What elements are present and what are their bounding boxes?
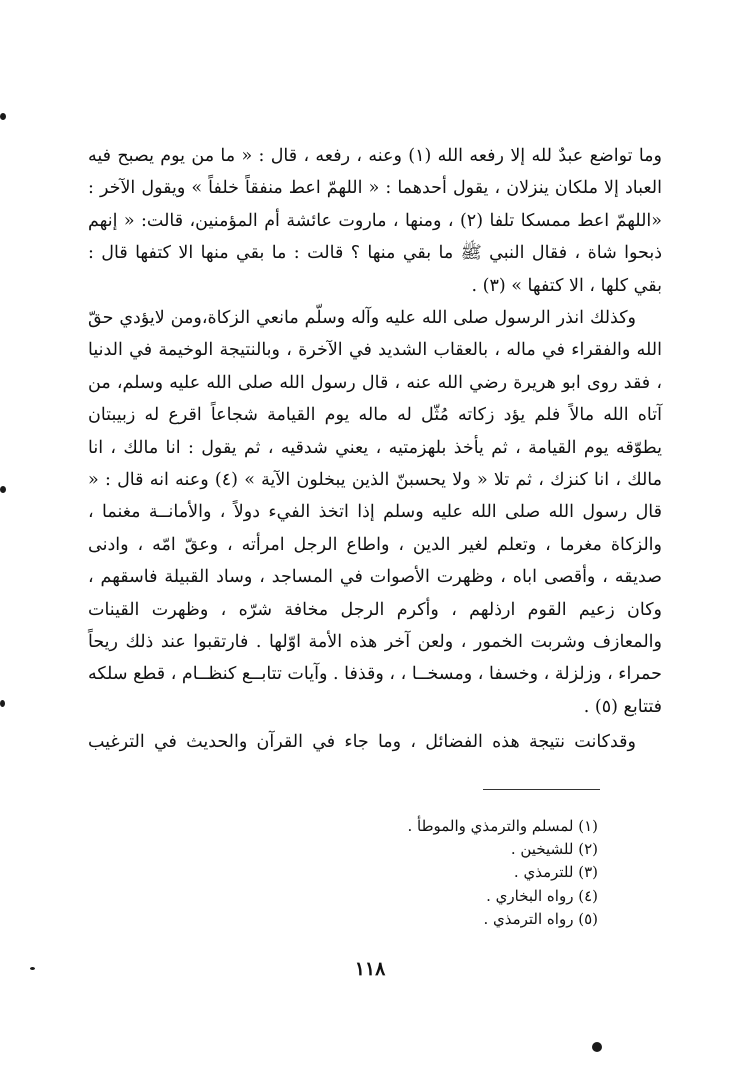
footnotes-list: [300, 815, 598, 931]
paragraph-humility-and-angels: وما تواضع عبدٌ لله إلا رفعه الله (١) وعنه ، رفعه ، قال : « ما من يوم يصبح فيه العباد إلا ملكان ينزلان ، يقول أحدهما : « اللهمّ اعط منفقاً خلفاً » ويقول الآخر : «اللهمّ اعط ممسكا تلفا (٢) ، ومنها ، ماروت عائشة أم المؤمنين، قالت: « إنهم ذبحوا شاة ، فقال النبي ﷺ ما بقي منها ؟ قالت : ما بقي منها الا كتفها قال : بقي كلها ، الا كتفها » (٣) .: [88, 146, 663, 296]
footnote-3: (٣) للترمذي .: [513, 863, 598, 882]
footnote-divider: [483, 789, 600, 790]
footnote-5: (٥) رواه الترمذي .: [483, 909, 598, 928]
margin-speck-icon: [0, 700, 5, 707]
margin-speck-icon: [0, 113, 6, 120]
page-number: ١١٨: [354, 958, 386, 980]
footnote-2: (٢) للشيخين .: [510, 840, 598, 859]
margin-speck-icon: [30, 967, 35, 970]
paragraph-zakat-warning: وكذلك انذر الرسول صلى الله عليه وآله وسلّم مانعي الزكاة،ومن لايؤدي حقّ الله والفقراء في ماله ، بالعقاب الشديد في الآخرة ، وبالنتيجة الوخيمة في الدنيا ، فقد روى ابو هريرة رضي الله عنه ، قال رسول الله صلى الله عليه وسلم، من آتاه الله مالاً فلم يؤد زكاته مُثّل له ماله يوم القيامة شجاعاً اقرع له زبيبتان يطوّقه يوم القيامة ، ثم يأخذ بلهزمتيه ، يعني شدقيه ، ثم يقول : انا مالك ، انا مالك ، انا كنزك ، ثم تلا « ولا يحسبنّ الذين يبخلون الآية » (٤) وعنه انه قال : « قال رسول الله صلى الله عليه وسلم إذا اتخذ الفيء دولاً ، والأمانــة مغنما ، والزكاة مغرما ، وتعلم لغير الدين ، واطاع الرجل امرأته ، وعقّ امّه ، وادنى صديقه ، وأقصى اباه ، وظهرت الأصوات في المساجد ، وساد القبيلة فاسقهم ، وكان زعيم القوم ارذلهم ، وأكرم الرجل مخافة شرّه ، وظهرت القينات والمعازف وشربت الخمور ، ولعن آخر هذه الأمة اوّلها . فارتقبوا عند ذلك ريحاً حمراء ، وزلزلة ، وخسفا ، ومسخــا ، ، وقذفا . وآيات تتابــع كنظــام ، قطع سلكه فتتابع (٥) .: [88, 308, 663, 717]
margin-speck-icon: [0, 486, 6, 493]
paragraph-continuation: وقدكانت نتيجة هذه الفضائل ، وما جاء في القرآن والحديث في الترغيب: [88, 732, 636, 752]
footnote-1: (١) لمسلم والترمذي والموطأ .: [407, 817, 598, 835]
ink-blot-icon: [592, 1042, 602, 1052]
footnote-4: (٤) رواه البخاري .: [486, 886, 598, 905]
